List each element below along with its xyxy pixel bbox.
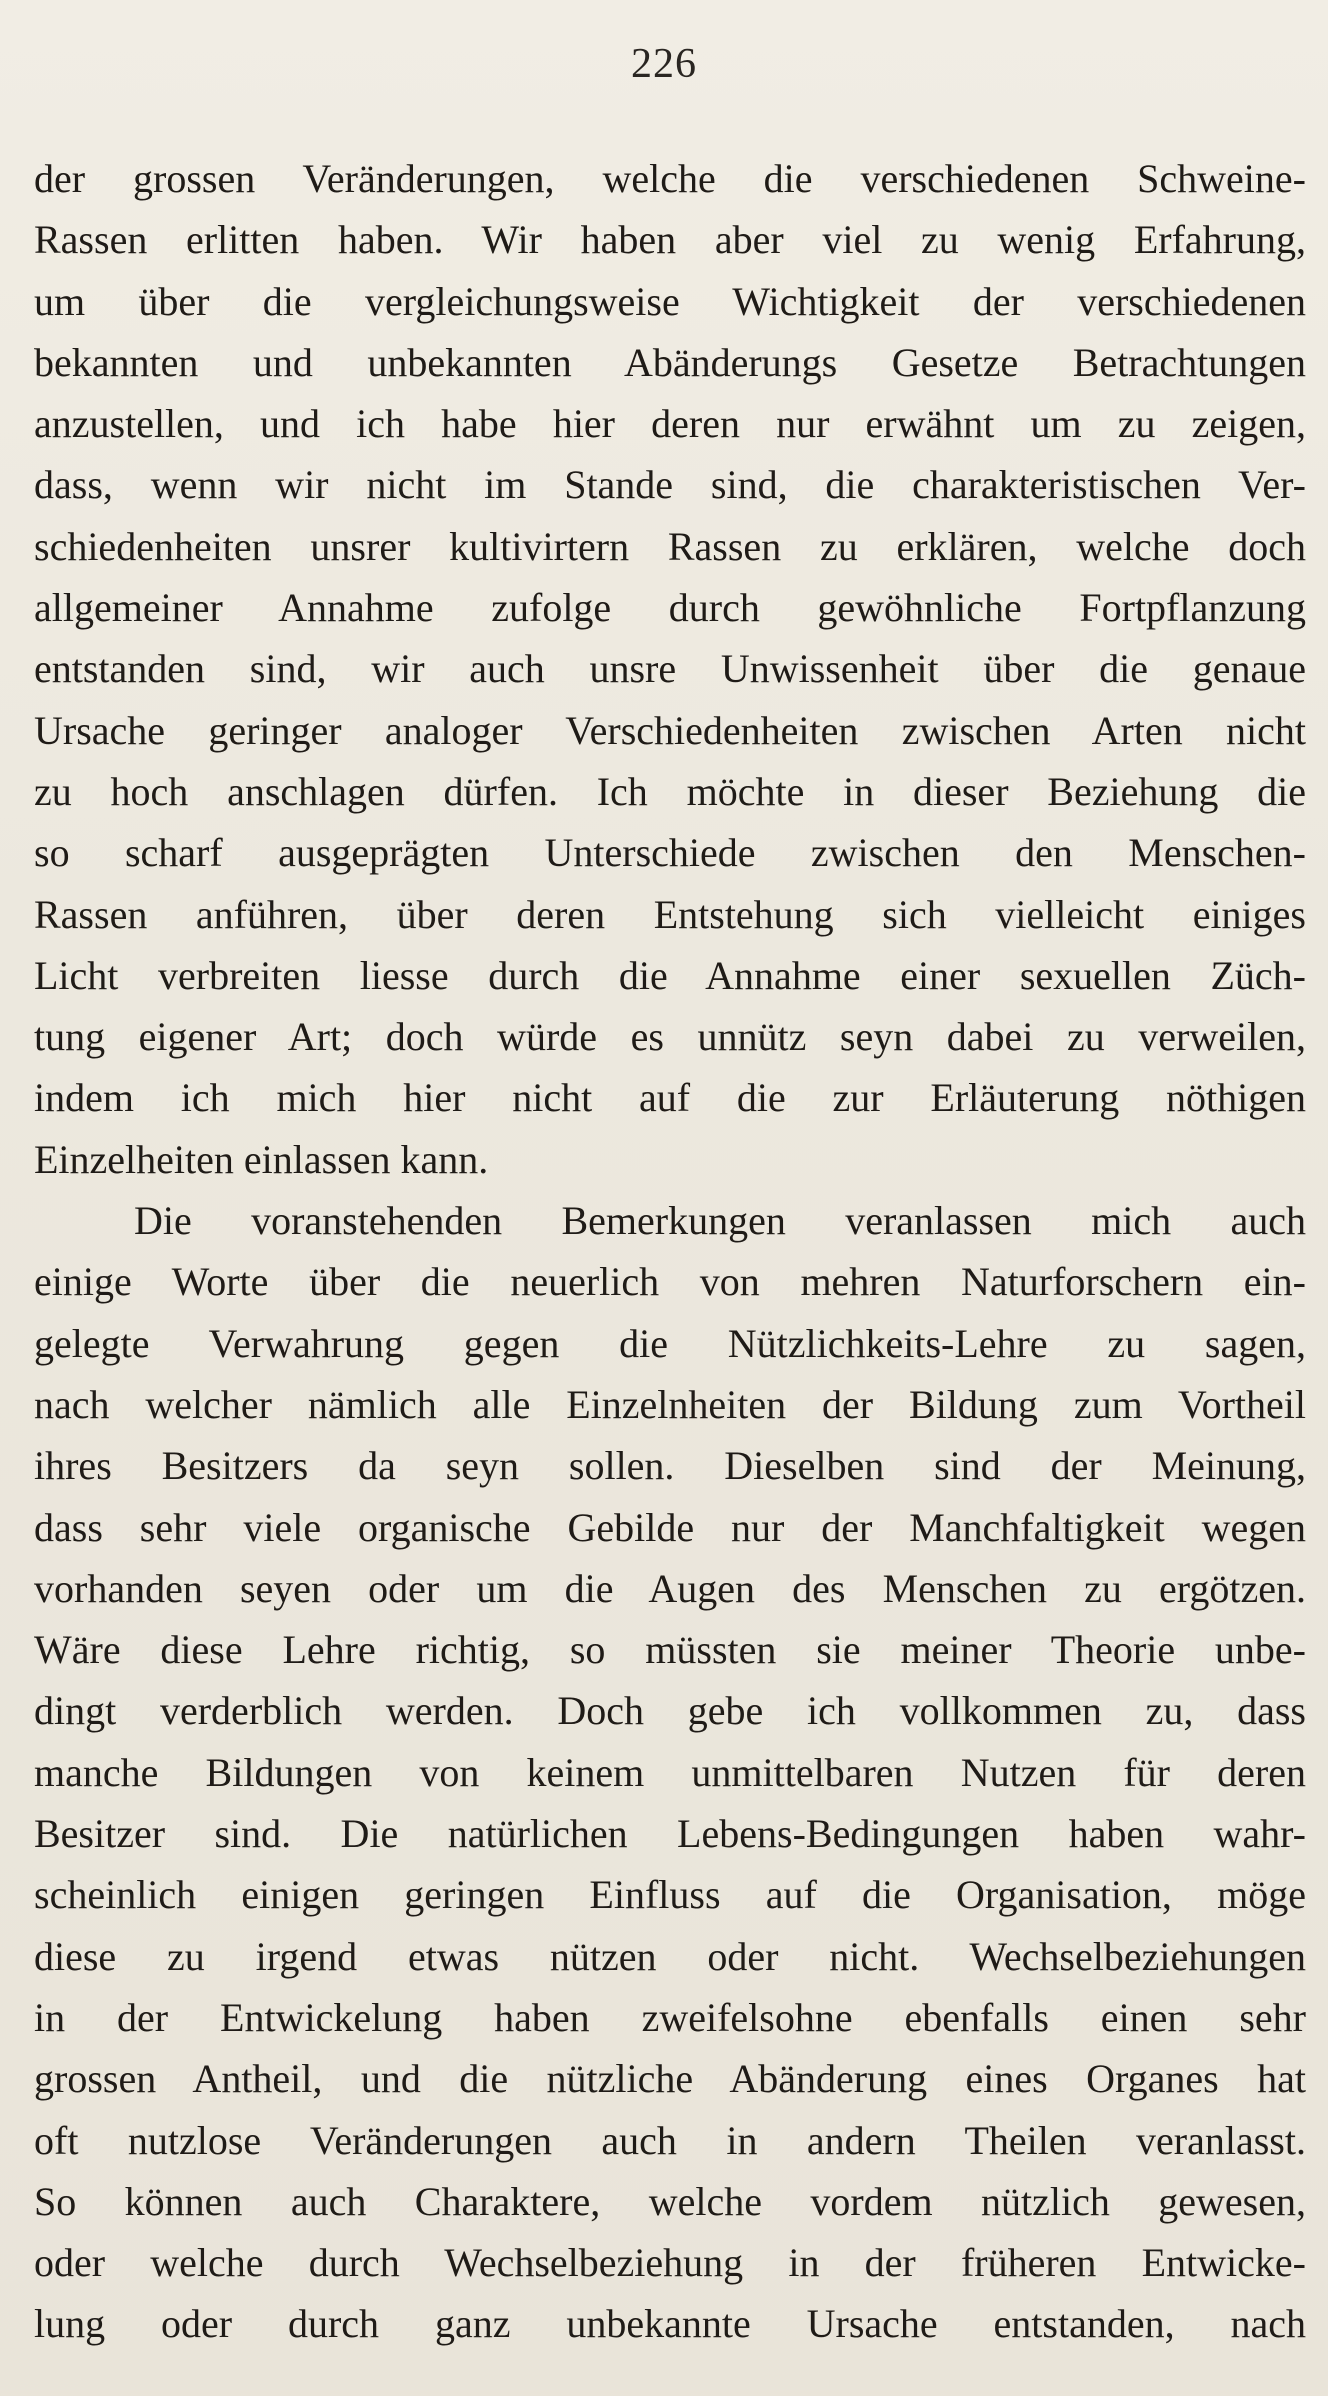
- text-line: manche Bildungen von keinem unmittelbaren Nutzen für deren: [34, 1749, 1306, 1795]
- page-number: 226: [631, 41, 697, 87]
- text-line: in der Entwickelung haben zweifelsohne ebenfalls einen sehr: [34, 1994, 1306, 2040]
- text-line: diese zu irgend etwas nützen oder nicht. Wechselbeziehungen: [34, 1933, 1306, 1979]
- text-line: einige Worte über die neuerlich von mehren Naturforschern ein-: [34, 1259, 1306, 1305]
- text-line: zu hoch anschlagen dürfen. Ich möchte in dieser Beziehung die: [34, 768, 1306, 814]
- text-line: indem ich mich hier nicht auf die zur Erläuterung nöthigen: [34, 1075, 1306, 1121]
- text-line: Besitzer sind. Die natürlichen Lebens-Bedingungen haben wahr-: [34, 1811, 1306, 1857]
- paragraph-start-line: Die voranstehenden Bemerkungen veranlassen mich auch: [134, 1198, 1306, 1244]
- text-line: vorhanden seyen oder um die Augen des Menschen zu ergötzen.: [34, 1565, 1306, 1611]
- text-line: Rassen anführen, über deren Entstehung sich vielleicht einiges: [34, 891, 1306, 937]
- text-line: Licht verbreiten liesse durch die Annahme einer sexuellen Züch-: [34, 952, 1306, 998]
- text-line: so scharf ausgeprägten Unterschiede zwischen den Menschen-: [34, 830, 1306, 876]
- text-line: bekannten und unbekannten Abänderungs Gesetze Betrachtungen: [34, 339, 1306, 385]
- text-line: nach welcher nämlich alle Einzelnheiten der Bildung zum Vortheil: [34, 1381, 1306, 1427]
- text-line: schiedenheiten unsrer kultivirtern Rassen zu erklären, welche doch: [34, 523, 1306, 569]
- text-line: oft nutzlose Veränderungen auch in andern Theilen veranlasst.: [34, 2117, 1306, 2163]
- text-line: lung oder durch ganz unbekannte Ursache entstanden, nach: [34, 2301, 1306, 2347]
- text-line: um über die vergleichungsweise Wichtigkeit der verschiedenen: [34, 278, 1306, 324]
- text-line: dass sehr viele organische Gebilde nur der Manchfaltigkeit wegen: [34, 1504, 1306, 1550]
- text-line: entstanden sind, wir auch unsre Unwissenheit über die genaue: [34, 646, 1306, 692]
- text-line: dingt verderblich werden. Doch gebe ich vollkommen zu, dass: [34, 1688, 1306, 1734]
- text-line: oder welche durch Wechselbeziehung in der früheren Entwicke-: [34, 2240, 1306, 2286]
- body-text: [34, 148, 1306, 2355]
- text-line: allgemeiner Annahme zufolge durch gewöhnliche Fortpflanzung: [34, 585, 1306, 631]
- text-line: gelegte Verwahrung gegen die Nützlichkeits-Lehre zu sagen,: [34, 1320, 1306, 1366]
- text-line: anzustellen, und ich habe hier deren nur erwähnt um zu zeigen,: [34, 401, 1306, 447]
- text-line: dass, wenn wir nicht im Stande sind, die charakteristischen Ver-: [34, 462, 1306, 508]
- paragraph-end-line: Einzelheiten einlassen kann.: [34, 1136, 489, 1182]
- text-line: Wäre diese Lehre richtig, so müssten sie meiner Theorie unbe-: [34, 1627, 1306, 1673]
- text-line: So können auch Charaktere, welche vordem nützlich gewesen,: [34, 2178, 1306, 2224]
- text-line: tung eigener Art; doch würde es unnütz seyn dabei zu verweilen,: [34, 1014, 1306, 1060]
- text-line: der grossen Veränderungen, welche die verschiedenen Schweine-: [34, 156, 1306, 201]
- text-line: Ursache geringer analoger Verschiedenheiten zwischen Arten nicht: [34, 707, 1306, 753]
- text-line: scheinlich einigen geringen Einfluss auf die Organisation, möge: [34, 1872, 1306, 1918]
- text-line: ihres Besitzers da seyn sollen. Dieselben sind der Meinung,: [34, 1443, 1306, 1489]
- text-line: Rassen erlitten haben. Wir haben aber viel zu wenig Erfahrung,: [34, 217, 1306, 263]
- text-line: grossen Antheil, und die nützliche Abänderung eines Organes hat: [34, 2056, 1306, 2102]
